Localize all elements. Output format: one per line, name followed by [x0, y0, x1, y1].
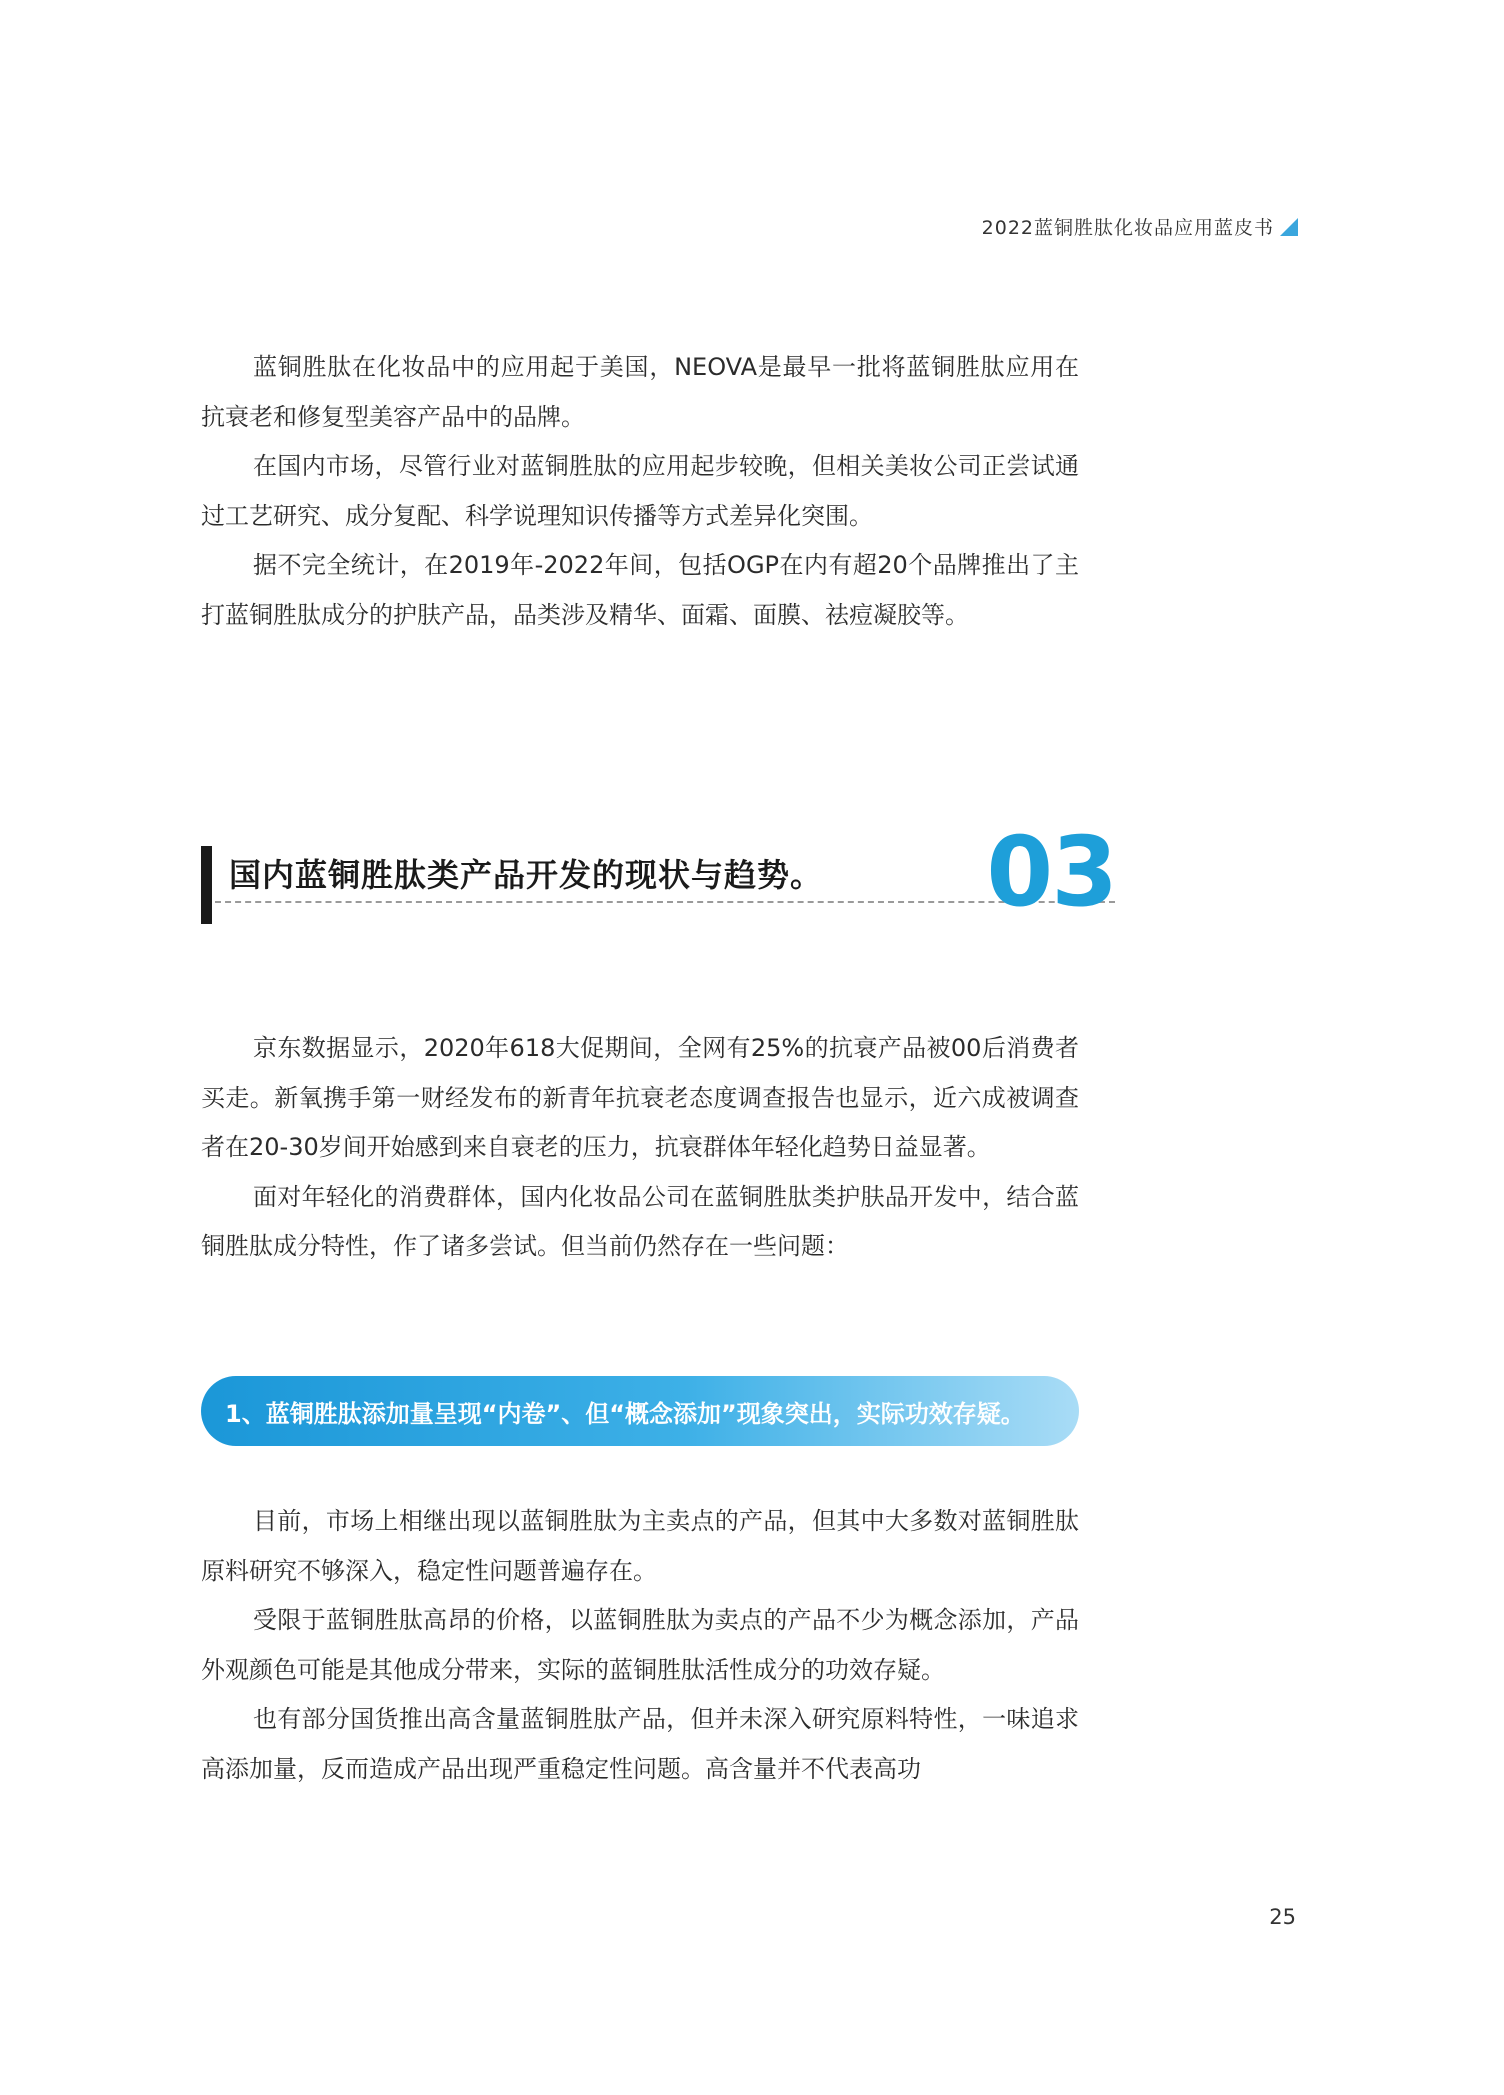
header-title: 2022蓝铜胜肽化妆品应用蓝皮书 [981, 217, 1274, 239]
paragraph: 蓝铜胜肽在化妆品中的应用起于美国，NEOVA是最早一批将蓝铜胜肽应用在抗衰老和修复型美容产品中的品牌。 [201, 353, 1079, 431]
paragraph: 也有部分国货推出高含量蓝铜胜肽产品，但并未深入研究原料特性，一味追求高添加量，反而造成产品出现严重稳定性问题。高含量并不代表高功 [201, 1705, 1079, 1783]
subheading-pill [201, 1376, 1079, 1446]
paragraph: 京东数据显示，2020年618大促期间，全网有25%的抗衰产品被00后消费者买走。新氧携手第一财经发布的新青年抗衰老态度调查报告也显示，近六成被调查者在20-30岁间开始感到来自衰老的压力，抗衰群体年轻化趋势日益显著。 [201, 1034, 1079, 1162]
paragraph: 在国内市场，尽管行业对蓝铜胜肽的应用起步较晚，但相关美妆公司正尝试通过工艺研究、成分复配、科学说理知识传播等方式差异化突围。 [201, 452, 1079, 530]
section-divider [215, 901, 1115, 903]
issue-text-block [201, 1497, 1079, 1795]
intro-text-block [201, 343, 1079, 641]
paragraph: 受限于蓝铜胜肽高昂的价格，以蓝铜胜肽为卖点的产品不少为概念添加，产品外观颜色可能是其他成分带来，实际的蓝铜胜肽活性成分的功效存疑。 [201, 1606, 1079, 1684]
section-number: 03 [986, 816, 1116, 928]
corner-triangle-icon [1280, 218, 1298, 236]
paragraph: 据不完全统计，在2019年-2022年间，包括OGP在内有超20个品牌推出了主打蓝铜胜肽成分的护肤产品，品类涉及精华、面霜、面膜、祛痘凝胶等。 [201, 551, 1079, 629]
paragraph: 面对年轻化的消费群体，国内化妆品公司在蓝铜胜肽类护肤品开发中，结合蓝铜胜肽成分特性，作了诸多尝试。但当前仍然存在一些问题： [201, 1182, 1079, 1261]
section-bar [201, 846, 212, 924]
section-title: 国内蓝铜胜肽类产品开发的现状与趋势。 [229, 856, 824, 894]
running-header [982, 213, 1298, 240]
section-text-block [201, 1024, 1079, 1272]
page-number: 25 [1269, 1905, 1296, 1929]
paragraph: 目前，市场上相继出现以蓝铜胜肽为主卖点的产品，但其中大多数对蓝铜胜肽原料研究不够深入，稳定性问题普遍存在。 [201, 1507, 1079, 1585]
section-heading [201, 816, 1116, 928]
subheading-text: 1、蓝铜胜肽添加量呈现“内卷”、但“概念添加”现象突出，实际功效存疑。 [225, 1399, 1025, 1428]
